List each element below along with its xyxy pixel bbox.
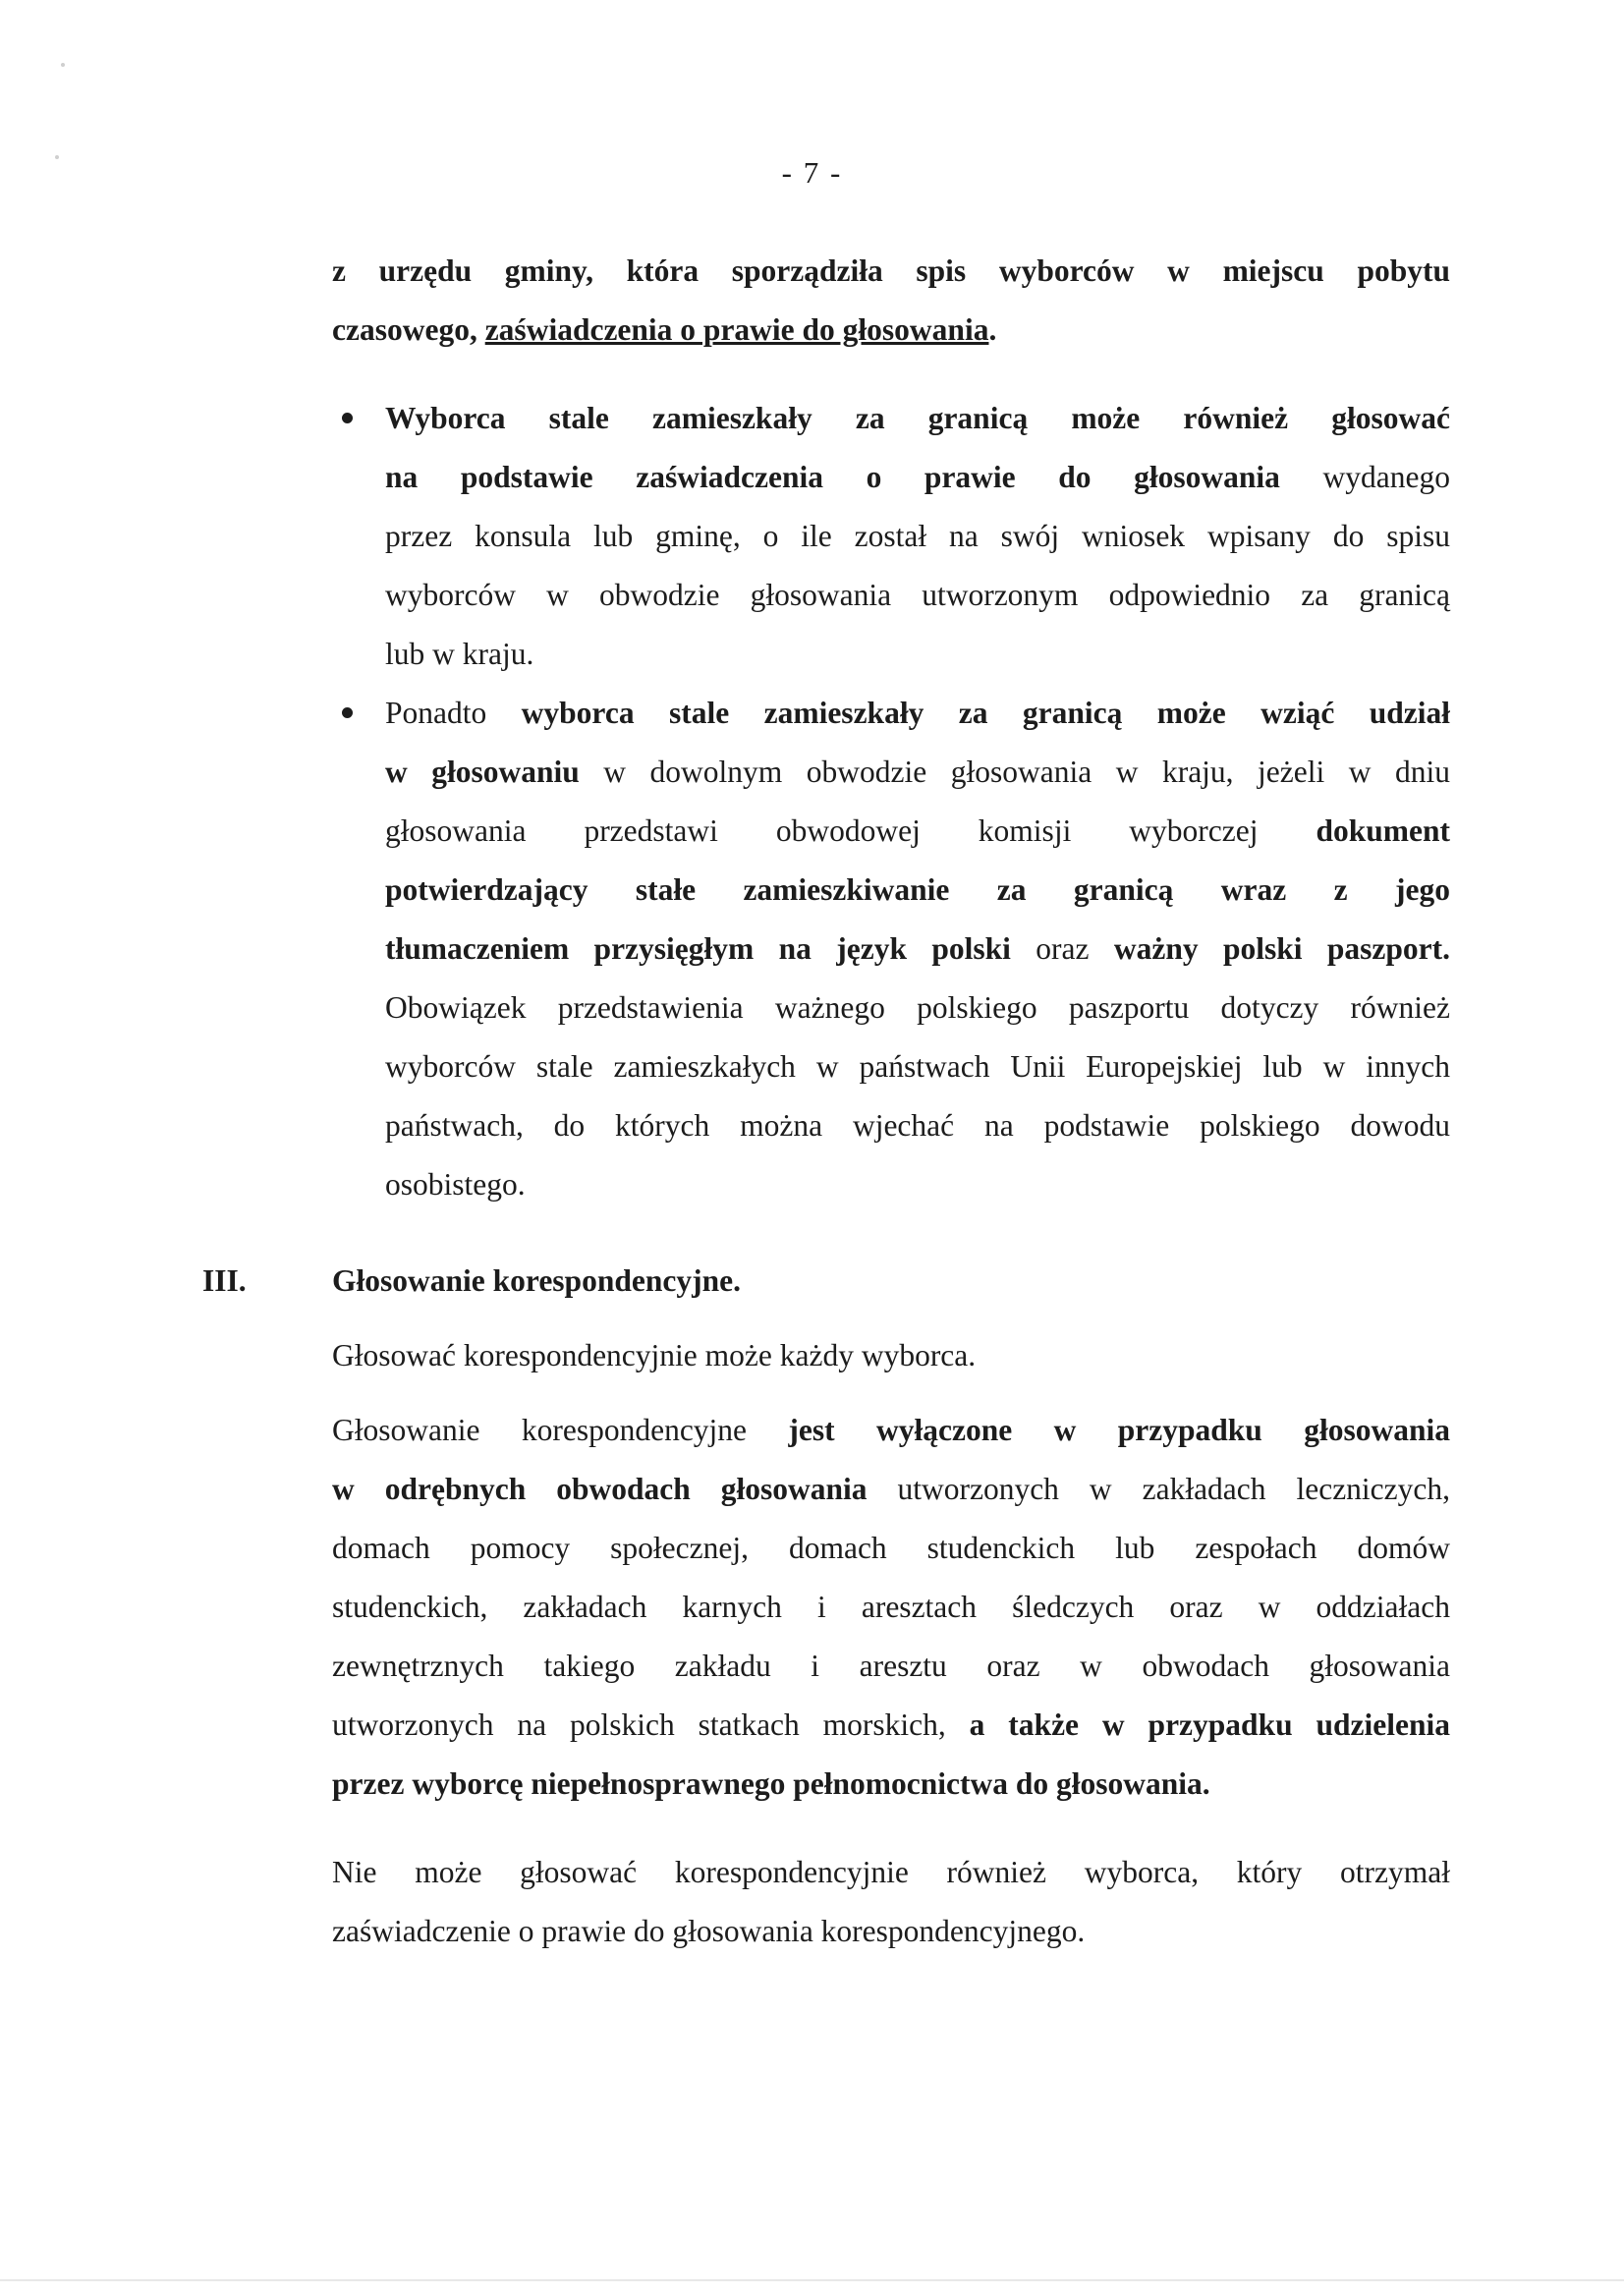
- section-paragraph-exclusions: [332, 1401, 1450, 1814]
- bold-phrase: przez wyborcę niepełnosprawnego pełnomocnictwa do głosowania: [332, 1766, 1203, 1801]
- bold-phrase: jest wyłączone w przypadku głosowania: [788, 1413, 1450, 1447]
- bold-phrase: dokument: [1316, 813, 1450, 848]
- section-heading-row: [202, 1252, 1450, 1311]
- intro-line: [332, 301, 1450, 360]
- text-phrase: głosowania przedstawi obwodowej komisji wyborczej: [385, 813, 1316, 848]
- paragraph-line: [332, 1401, 1450, 1460]
- text-phrase: oraz: [1010, 931, 1114, 966]
- bold-phrase: wyborca stale zamieszkały za granicą może wziąć udział: [521, 696, 1450, 730]
- page-bottom-edge: [0, 2279, 1624, 2281]
- intro-end: .: [988, 312, 997, 347]
- bullet-line: potwierdzający stałe zamieszkiwanie za granicą wraz z jego: [385, 872, 1450, 907]
- intro-line: z urzędu gminy, która sporządziła spis wyborców w miejscu pobytu: [332, 253, 1450, 288]
- bullet-line: Obowiązek przedstawienia ważnego polskiego paszportu dotyczy również: [385, 990, 1450, 1025]
- paragraph-line: zewnętrznych takiego zakładu i aresztu oraz w obwodach głosowania: [332, 1649, 1450, 1683]
- section-number: III.: [202, 1263, 247, 1298]
- certificate-term: zaświadczenia o prawie do głosowania: [484, 312, 989, 347]
- bullet-icon: [342, 413, 353, 423]
- bold-phrase: w głosowaniu: [385, 755, 580, 789]
- bullet-line: [385, 802, 1450, 861]
- text-phrase: Głosowanie korespondencyjne: [332, 1413, 789, 1447]
- bullet-line: osobistego.: [385, 1167, 526, 1202]
- page-number: - 7 -: [781, 155, 843, 190]
- bold-phrase: ważny polski paszport: [1113, 931, 1443, 966]
- bullet-line: państwach, do których można wjechać na podstawie polskiego dowodu: [385, 1108, 1450, 1143]
- bullet-line: [385, 684, 1450, 743]
- paragraph-line: domach pomocy społecznej, domach studenckich lub zespołach domów: [332, 1531, 1450, 1565]
- bullet-line: wyborców stale zamieszkałych w państwach Unii Europejskiej lub w innych: [385, 1049, 1450, 1084]
- bullet-line: [385, 743, 1450, 802]
- bullet-line: [385, 448, 1450, 507]
- section-paragraph-certificate: [332, 1843, 1450, 1961]
- intro-lead: czasowego,: [332, 312, 485, 347]
- bold-phrase: tłumaczeniem przysięgłym na język polski: [385, 931, 1011, 966]
- paragraph-line: Nie może głosować korespondencyjnie również wyborca, który otrzymał: [332, 1855, 1450, 1889]
- text-phrase: .: [1442, 931, 1450, 966]
- paragraph-line: [332, 1696, 1450, 1755]
- bullet-line: [385, 920, 1450, 979]
- bullet-item-passport: [332, 684, 1450, 1214]
- bullet-line: lub w kraju.: [385, 637, 534, 671]
- paragraph-line: [332, 1460, 1450, 1519]
- paragraph-line: [332, 1755, 1450, 1814]
- text-phrase: .: [1202, 1766, 1210, 1801]
- text-phrase: wydanego: [1279, 460, 1450, 494]
- scan-speck: [61, 63, 65, 67]
- bullet-item-certificate: [332, 389, 1450, 684]
- text-phrase: w dowolnym obwodzie głosowania w kraju, jeżeli w dniu: [579, 755, 1450, 789]
- bullet-line: przez konsula lub gminę, o ile został na swój wniosek wpisany do spisu: [385, 519, 1450, 553]
- text-phrase: utworzonych na polskich statkach morskich,: [332, 1707, 970, 1742]
- paragraph-line: zaświadczenie o prawie do głosowania korespondencyjnego.: [332, 1914, 1086, 1948]
- bullet-icon: [342, 707, 353, 718]
- text-phrase: utworzonych w zakładach leczniczych,: [867, 1472, 1450, 1506]
- intro-paragraph: [332, 242, 1450, 360]
- bold-phrase: w odrębnych obwodach głosowania: [332, 1472, 868, 1506]
- document-body: [202, 242, 1450, 1961]
- bold-phrase: na podstawie zaświadczenia o prawie do głosowania: [385, 460, 1280, 494]
- bullet-line: Wyborca stale zamieszkały za granicą może również głosować: [385, 401, 1450, 435]
- text-phrase: Ponadto: [385, 696, 522, 730]
- section-paragraph: Głosować korespondencyjnie może każdy wyborca.: [332, 1338, 977, 1372]
- section-heading: Głosowanie korespondencyjne.: [332, 1263, 741, 1298]
- bullet-line: wyborców w obwodzie głosowania utworzonym odpowiednio za granicą: [385, 578, 1450, 612]
- bold-phrase: a także w przypadku udzielenia: [969, 1707, 1450, 1742]
- paragraph-line: studenckich, zakładach karnych i aresztach śledczych oraz w oddziałach: [332, 1590, 1450, 1624]
